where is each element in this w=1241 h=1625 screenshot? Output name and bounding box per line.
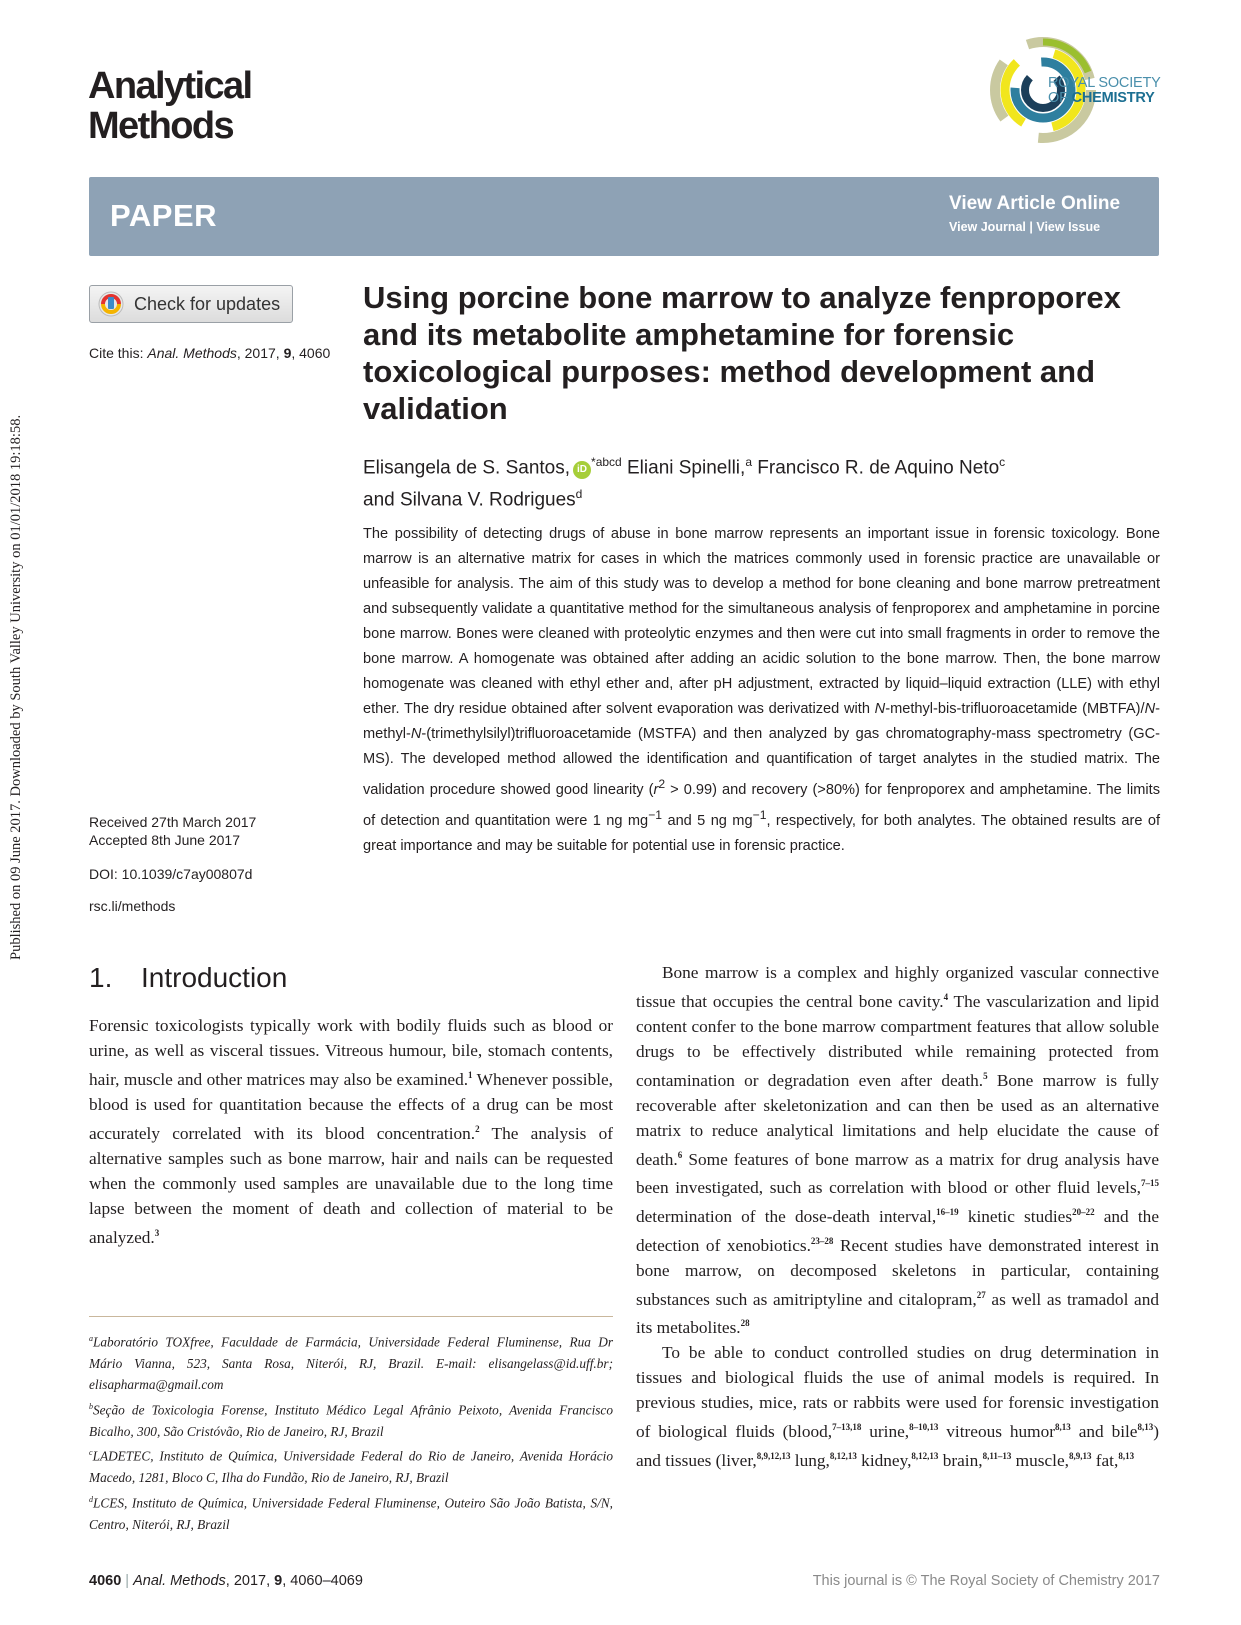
journal-title-line2: Methods [88,105,234,147]
view-links [949,220,1100,234]
view-issue-link[interactable]: View Issue [1036,220,1101,234]
rsc-line1: ROYAL SOCIETY [1048,75,1161,91]
check-for-updates-button[interactable] [89,285,293,323]
section-heading [89,962,287,994]
intro-column-2 [636,960,1159,1473]
view-article-online-link[interactable]: View Article Online [949,193,1121,214]
intro-paragraph-1: Forensic toxicologists typically work with bodily fluids such as blood or urine, as well as visceral tissues. Vitreous humour, bile, stomach contents, hair, muscle and other matrices may also be examined.$^1$ Whenever possible, blood is used for quantitation because the effects of a drug can be most accurately correlated with its blood concentration.$^2$ The analysis of alternative samples such as bone marrow, hair and nails can be requested when the commonly used samples are unavailable due to the long time lapse between the moment of death and collection of material to be analyzed.$^3$ [89,1016,613,1247]
intro-paragraph-2: Bone marrow is a complex and highly organized vascular connective tissue that occupies the central bone cavity.$^4$ The vascularization and lipid content confer to the bone marrow compartment features that allow soluble drugs to be effectively distributed while remaining protected from contamination or degradation even after death.$^5$ Bone marrow is fully recoverable after skeletonization and can then be used as an alternative matrix to reduce analytical limitations and help elucidate the cause of death.$^6$ Some features of bone marrow as a matrix for drug analysis have been investigated, such as correlation with blood or other fluid levels,$^{7-15}$ determination of the dose-death interval,$^{16-19}$ kinetic studies$^{20-22}$ and the detection of xenobiotics.$^{23-28}$ Recent studies have demonstrated interest in bone marrow, on decomposed skeletons in particular, containing substances such as amitriptyline and citalopram,$^{27}$ as well as tramadol and its metabolites.$^{28}$ [636,963,1159,1338]
doi[interactable]: DOI: 10.1039/c7ay00807d [89,866,253,882]
copyright-notice: This journal is © The Royal Society of Chemistry 2017 [812,1573,1160,1589]
footnote-divider [89,1316,613,1317]
article-title: Using porcine bone marrow to analyze fenproporex and its metabolite amphetamine for forensic toxicological purposes: method development and validation [363,280,1121,426]
authors-line1: Elisangela de S. Santos, $iD^{*abcd}$ Eliani Spinelli,$^a$ Francisco R. de Aquino Neto$^c$ [363,455,1006,479]
download-notice: Published on 09 June 2017. Downloaded by South Valley University on 01/01/2018 19:18:58. [8,414,24,960]
cite-this: Cite this: Anal. Methods, 2017, 9, 4060 [89,345,331,361]
check-for-updates-label: Check for updates [134,293,281,314]
view-journal-link[interactable]: View Journal [949,220,1026,234]
journal-title [88,66,252,146]
received-date: Received 27th March 2017 [89,814,257,830]
orcid-icon[interactable]: iD [573,461,591,479]
journal-link[interactable]: rsc.li/methods [89,898,176,914]
authors-line2: and Silvana V. Rodrigues$^d$ [363,487,583,511]
abstract: The possibility of detecting drugs of abuse in bone marrow represents an important issue in forensic toxicology. Bone marrow is an alternative matrix for cases in which the matrices commonly used in forensic practice are unavailable or unfeasible for analysis. The aim of this study was to develop a method for bone cleaning and bone marrow pretreatment and subsequently validate a quantitative method for the simultaneous analysis of fenproporex and amphetamine in porcine bone marrow. Bones were cleaned with proteolytic enzymes and then were cut into small fragments in order to remove the bone marrow. A homogenate was obtained after adding an acidic solution to the bone marrow. Then, the bone marrow homogenate was cleaned with ethyl ether and, after pH adjustment, extracted by liquid–liquid extraction (LLE) with ethyl ether. The dry residue obtained after solvent evaporation was derivatized with N-methyl-bis-trifluoroacetamide (MBTFA)/N-methyl-N-(trimethylsilyl)trifluoroacetamide (MSTFA) and then analyzed by gas chromatography-mass spectrometry (GC-MS). The developed method allowed the identification and quantification of target analytes in the studied matrix. The validation procedure showed good linearity $(r^2 > 0.99)$ and recovery (>80%) for fenproporex and amphetamine. The limits of detection and quantitation were 1 ng $mg^{-1}$ and 5 ng $mg^{-1}$, respectively, for both analytes. The obtained results are of great importance and may be suitable for potential use in forensic practice. [363,526,1160,854]
affiliation-d: $^d$LCES, Instituto de Química, Universidade Federal Fluminense, Outeiro São João Batista, S/N, Centro, Niterói, RJ, Brazil [89,1494,613,1532]
author-list [363,449,1163,514]
page-footer-citation: 4060 | Anal. Methods, 2017, 9, 4060–4069 [89,1573,363,1589]
paper-type-label: PAPER [110,198,218,233]
affiliation-c: $^c$LADETEC, Instituto de Química, Universidade Federal do Rio de Janeiro, Avenida Horácio Macedo, 1281, Bloco C, Ilha do Fundão, Rio de Janeiro, RJ, Brazil [89,1448,613,1486]
rsc-line2: OF CHEMISTRY [1048,90,1155,106]
section-number: 1. [89,962,113,993]
accepted-date: Accepted 8th June 2017 [89,832,241,848]
crossmark-icon [98,291,124,317]
journal-title-line1: Analytical [88,65,252,107]
paper-banner [89,177,1159,256]
rsc-wordmark [1048,76,1161,106]
link-separator: | [1025,220,1037,234]
intro-column-1 [89,1013,613,1249]
affiliations [89,1328,613,1535]
affiliation-a: $^a$Laboratório TOXfree, Faculdade de Farmácia, Universidade Federal Fluminense, Rua Dr Mário Vianna, 523, Santa Rosa, Niterói, RJ, Brazil. E-mail: elisangelass@id.uff.br; elisapharma@gmail.com [89,1334,613,1393]
section-title: Introduction [141,962,288,993]
intro-paragraph-3: To be able to conduct controlled studies on drug determination in tissues and biological fluids the use of animal models is required. In previous studies, mice, rats or rabbits were used for forensic investigation of biological fluids (blood,$^{7-13,18}$ urine,$^{8-10,13}$ vitreous humor$^{8,13}$ and bile$^{8,13}$) and tissues (liver,$^{8,9,12,13}$ lung,$^{8,12,13}$ kidney,$^{8,12,13}$ brain,$^{8,11-13}$ muscle,$^{8,9,13}$ fat,$^{8,13}$ [636,1343,1159,1470]
affiliation-b: $^b$Seção de Toxicologia Forense, Instituto Médico Legal Afrânio Peixoto, Avenida Francisco Bicalho, 300, São Cristóvão, Rio de Janeiro, RJ, Brazil [89,1401,613,1439]
